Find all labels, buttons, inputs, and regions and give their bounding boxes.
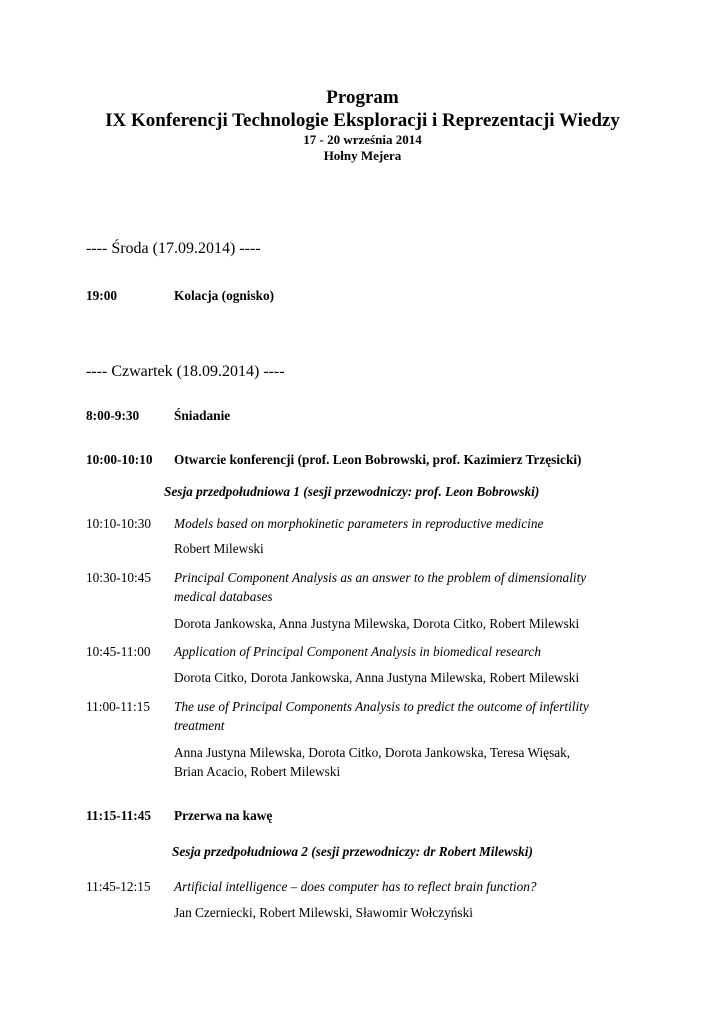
- talk-title: Application of Principal Component Analysis in biomedical research: [174, 644, 541, 659]
- talk-time: 11:00-11:15: [86, 699, 151, 714]
- talk-title: Principal Component Analysis as an answer to the problem of dimensionality: [174, 570, 587, 585]
- schedule-time: 11:15-11:45: [86, 808, 152, 823]
- talk-title-cont: treatment: [174, 718, 225, 733]
- talk-authors-cont: Brian Acacio, Robert Milewski: [174, 764, 341, 779]
- talk-title-cont: medical databases: [174, 589, 273, 604]
- talk-time: 10:10-10:30: [86, 516, 152, 531]
- schedule-time: 10:00-10:10: [86, 452, 153, 467]
- talk-time: 10:30-10:45: [86, 570, 152, 585]
- conference-dates: 17 - 20 września 2014: [303, 132, 422, 147]
- session-heading-2: Sesja przedpołudniowa 2 (sesji przewodniczy: dr Robert Milewski): [172, 844, 533, 859]
- talk-authors: Dorota Citko, Dorota Jankowska, Anna Justyna Milewska, Robert Milewski: [174, 670, 580, 685]
- talk-title: Artificial intelligence – does computer has to reflect brain function?: [174, 879, 537, 894]
- talk-title: Models based on morphokinetic parameters in reproductive medicine: [174, 516, 544, 531]
- day-heading-thursday: ---- Czwartek (18.09.2014) ----: [86, 363, 285, 380]
- schedule-time: 8:00-9:30: [86, 408, 140, 423]
- schedule-item-coffee: Przerwa na kawę: [174, 808, 273, 823]
- schedule-item-opening: Otwarcie konferencji (prof. Leon Bobrowski, prof. Kazimierz Trzęsicki): [174, 452, 582, 467]
- talk-authors: Dorota Jankowska, Anna Justyna Milewska, Dorota Citko, Robert Milewski: [174, 616, 580, 631]
- schedule-item-breakfast: Śniadanie: [174, 408, 231, 423]
- program-title: Program: [326, 87, 399, 108]
- talk-authors: Robert Milewski: [174, 541, 264, 556]
- talk-authors: Jan Czerniecki, Robert Milewski, Sławomir Wołczyński: [174, 905, 473, 920]
- conference-place: Hołny Mejera: [323, 148, 402, 163]
- talk-title: The use of Principal Components Analysis to predict the outcome of infertility: [174, 699, 589, 714]
- talk-time: 11:45-12:15: [86, 879, 151, 894]
- session-heading-1: Sesja przedpołudniowa 1 (sesji przewodniczy: prof. Leon Bobrowski): [164, 484, 540, 499]
- talk-time: 10:45-11:00: [86, 644, 151, 659]
- day-heading-wednesday: ---- Środa (17.09.2014) ----: [86, 240, 261, 257]
- schedule-item-dinner: Kolacja (ognisko): [174, 288, 275, 303]
- conference-title: IX Konferencji Technologie Eksploracji i Reprezentacji Wiedzy: [105, 110, 620, 131]
- schedule-time: 19:00: [86, 288, 118, 303]
- talk-authors: Anna Justyna Milewska, Dorota Citko, Dorota Jankowska, Teresa Więsak,: [174, 745, 571, 760]
